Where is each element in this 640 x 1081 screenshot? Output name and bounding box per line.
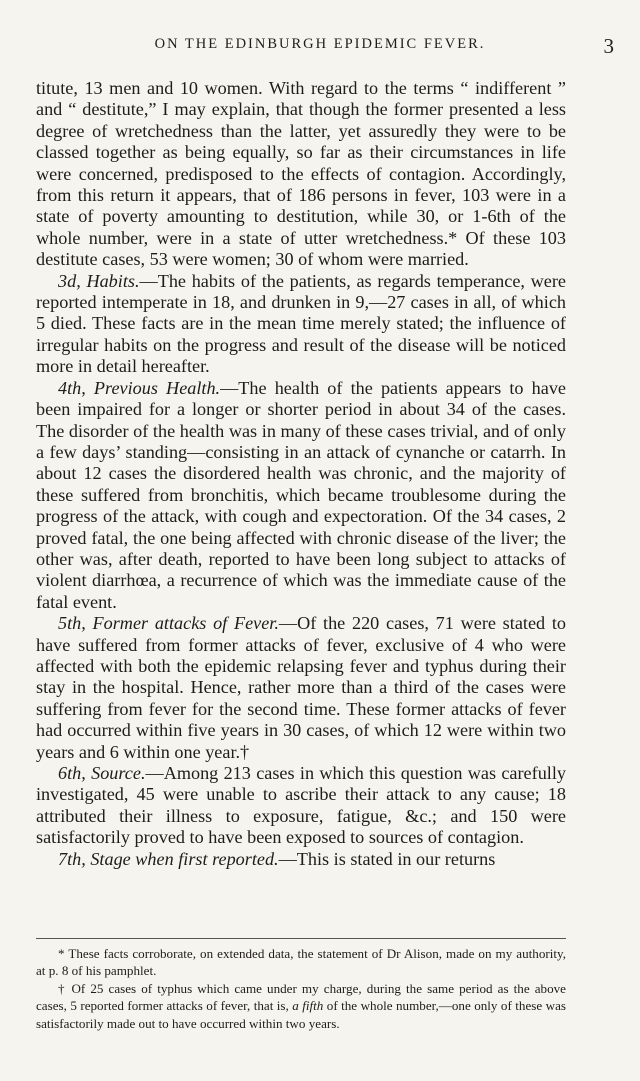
paragraph-text: —The habits of the patients, as regards temperance, were reported intemperate in 18, and drunken in 9,—27 cases in all, of which 5 died. These facts are in the mean time merely stated; the influence of irregular habits on the progress and result of the disease will be noticed more in detail hereafter. — [36, 270, 566, 377]
paragraph-stage-reported — [36, 849, 566, 870]
footnote-text: * These facts corroborate, on extended data, the statement of Dr Alison, made on my authority, at p. 8 of his pamphlet. — [36, 946, 566, 979]
running-head — [0, 36, 640, 58]
paragraph-text: —Of the 220 cases, 71 were stated to have suffered from former attacks of fever, exclusive of 4 who were affected with both the epidemic relapsing fever and typhus during their stay in the hospital. Hence, rather more than a third of the cases were suffering from fever for the second time. These former attacks of fever had occurred within five years in 30 cases, of which 12 were within two years and 6 within one year.† — [36, 613, 566, 762]
section-lead: 7th, Stage when first reported. — [58, 848, 279, 869]
paragraph-text: —This is stated in our returns — [278, 848, 496, 869]
paragraph-former-attacks — [36, 613, 566, 763]
section-lead: 3d, Habits. — [58, 270, 140, 291]
paragraph-source — [36, 763, 566, 849]
footnote-text: of the whole number,—one only of these was satisfactorily made out to have occurred within two years. — [36, 998, 566, 1031]
footnote-asterisk — [36, 945, 566, 980]
footnote-dagger — [36, 980, 566, 1032]
section-lead: 6th, Source. — [58, 763, 146, 783]
paragraph-text: —Among 213 cases in which this question was carefully investigated, 45 were unable to ascribe their attack to any cause; 18 attributed their illness to exposure, fatigue, &c.; and 150 were satisfactorily proved to have been exposed to sources of contagion. — [36, 763, 566, 848]
footnotes — [36, 945, 566, 1032]
footnote-emphasis: a fifth — [292, 998, 324, 1014]
body-text — [36, 78, 566, 870]
footnote-text: † Of 25 cases of typhus which came under my charge, during the same period as the above cases, 5 reported former attacks of fever, that is, — [36, 980, 566, 1014]
paragraph-habits — [36, 271, 566, 378]
section-lead: 4th, Previous Health. — [58, 377, 221, 398]
running-title: ON THE EDINBURGH EPIDEMIC FEVER. — [154, 36, 486, 52]
paragraph-continuation — [36, 78, 566, 271]
section-lead: 5th, Former attacks of Fever. — [58, 613, 279, 634]
page-number: 3 — [603, 34, 614, 58]
paragraph-text: —The health of the patients appears to have been impaired for a longer or shorter period in about 34 of the cases. The disorder of the health was in many of these cases trivial, and of only a few days’ standing—consisting in an attack of cynanche or catarrh. In about 12 cases the disordered health was chronic, and the majority of these suffered from bronchitis, which became troublesome during the progress of the attack, with cough and expectoration. Of the 34 cases, 2 proved fatal, the one being affected with chronic disease of the liver; the other was, after death, reported to have been long subject to attacks of violent diarrhœa, a recurrence of which was the immediate cause of the fatal event. — [36, 377, 566, 612]
paragraph-text: titute, 13 men and 10 women. With regard to the terms “ indifferent ” and “ destitute,” I may explain, that though the former presented a less degree of wretchedness than the latter, yet assuredly they were to be classed together as being equally, so far as their circumstances in life were concerned, predisposed to the effects of contagion. Accordingly, from this return it appears, that of 186 persons in fever, 103 were in a state of poverty amounting to destitution, while 30, or 1-6th of the whole number, were in a state of utter wretchedness.* Of these 103 destitute cases, 53 were women; 30 of whom were married. — [36, 78, 566, 270]
footnote-divider — [36, 938, 566, 939]
paragraph-previous-health — [36, 378, 566, 613]
